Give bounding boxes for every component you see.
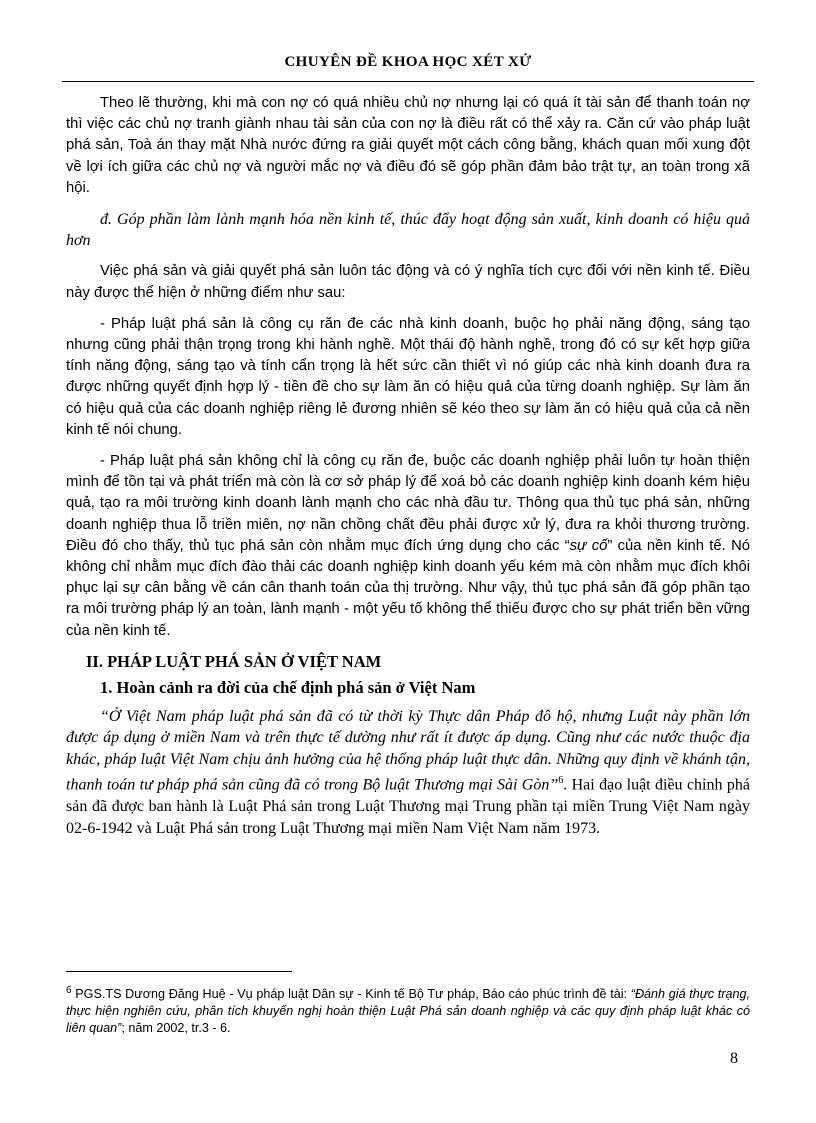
emphasis-incident: sự cố xyxy=(569,537,608,554)
paragraph-healthy-environment xyxy=(66,451,750,642)
section-heading: II. PHÁP LUẬT PHÁ SẢN Ở VIỆT NAM xyxy=(86,651,382,671)
historical-quote: “Ở Việt Nam pháp luật phá sản đã có từ thời kỳ Thực dân Pháp đô hộ, nhưng Luật này phần lớn được áp dụng ở miền Nam và trên thực tế dường như rất ít được áp dụng. Cũng như các nước thuộc địa khác, pháp luật Việt Nam chịu ảnh hưởng của hệ thống pháp luật thực dân. Những quy định về khánh tận, thanh toán tư pháp phá sản cũng đã có trong Bộ luật Thương mại Sài Gòn” xyxy=(66,707,750,794)
footnote xyxy=(66,982,750,1037)
paragraph-text-end: ” của nền kinh tế. Nó không chỉ nhằm mục đích đào thải các doanh nghiệp kinh doanh yếu kém mà còn nhằm mục đích khôi phục lại sự cân bằng về cán cân thanh toán của thị trường. Như vậy, thủ tục phá sản đã góp phần tạo ra môi trường pháp lý an toàn, lành mạnh - một yếu tố không thể thiếu được cho sự phát triển bền vững của nền kinh tế. xyxy=(66,537,750,639)
footnote-report-title: “Đánh giá thực trạng, thực hiện nghiên cứu, phân tích khuyến nghị hoàn thiện Luật Phá sản doanh nghiệp và các quy định pháp luật khác có liên quan” xyxy=(66,987,750,1036)
page-number: 8 xyxy=(730,1050,738,1067)
paragraph-history xyxy=(66,706,750,839)
paragraph-positive-impact: Việc phá sản và giải quyết phá sản luôn tác động và có ý nghĩa tích cực đối với nền kinh tế. Điều này được thể hiện ở những điểm như sau: xyxy=(66,263,750,301)
body-text xyxy=(66,93,750,849)
footnote-reference[interactable]: 6 xyxy=(558,775,564,787)
header-divider xyxy=(62,81,754,82)
footnote-tail: ; năm 2002, tr.3 - 6. xyxy=(121,1021,231,1036)
footnote-marker: 6 xyxy=(66,985,72,996)
running-header: CHUYÊN ĐỀ KHOA HỌC XÉT XỬ xyxy=(284,54,532,70)
subsection-heading: 1. Hoàn cảnh ra đời của chế định phá sản ở Việt Nam xyxy=(100,677,476,697)
paragraph-deterrent-tool: - Pháp luật phá sản là công cụ răn đe các nhà kinh doanh, buộc họ phải năng động, sáng tạo nhưng cũng phải thận trọng trong khi hành nghề. Một thái độ hành nghề, trong đó có sự kết hợp giữa tính năng động, sáng tạo và tính cẩn trọng là hết sức cần thiết vì nó giúp các nhà kinh doanh đưa ra được những quyết định hợp lý - tiền đề cho sự làm ăn có hiệu quả của từng doanh nghiệp. Sự làm ăn có hiệu quả của các doanh nghiệp riêng lẻ đương nhiên sẽ kéo theo sự làm ăn có hiệu quả của cả nền kinh tế nói chung. xyxy=(66,315,750,438)
subheading-economy-health: đ. Góp phần làm lành mạnh hóa nền kinh tế, thúc đẩy hoạt động sản xuất, kinh doanh có hiệu quả hơn xyxy=(66,211,750,250)
footnote-divider xyxy=(66,971,292,972)
paragraph-creditor-dispute: Theo lẽ thường, khi mà con nợ có quá nhiều chủ nợ nhưng lại có quá ít tài sản để thanh toán nợ thì việc các chủ nợ tranh giành nhau tài sản của con nợ là điều rất có thể xảy ra. Căn cứ vào pháp luật phá sản, Toà án thay mặt Nhà nước đứng ra giải quyết một cách công bằng, khách quan mối xung đột về lợi ích giữa các chủ nợ và người mắc nợ và điều đó sẽ góp phần đảm bảo trật tự, an toàn trong xã hội. xyxy=(66,95,750,196)
footnote-lead: PGS.TS Dương Đăng Huệ - Vụ pháp luật Dân sự - Kinh tế Bộ Tư pháp, Báo cáo phúc trình đề tài: xyxy=(71,987,631,1002)
paragraph-text-start: - Pháp luật phá sản không chỉ là công cụ răn đe, buộc các doanh nghiệp phải luôn tự hoàn thiện mình để tồn tại và phát triển mà còn là cơ sở pháp lý để xoá bỏ các doanh nghiệp kinh doanh kém hiệu quả, tạo ra môi trường kinh doanh lành mạnh cho các nhà đầu tư. Thông qua thủ tục phá sản, những doanh nghiệp thua lỗ triền miên, nợ nần chồng chất đều phải được xử lý, đưa ra khỏi thương trường. Điều đó cho thấy, thủ tục phá sản còn nhằm mục đích ứng dụng cho các “ xyxy=(66,453,750,554)
paragraph-history-tail: . Hai đạo luật điều chỉnh phá sản đã được ban hành là Luật Phá sản trong Luật Thương mại Trung phần tại miền Trung Việt Nam ngày 02-6-1942 và Luật Phá sản trong Luật Thương mại miền Nam Việt Nam năm 1973. xyxy=(66,776,751,837)
